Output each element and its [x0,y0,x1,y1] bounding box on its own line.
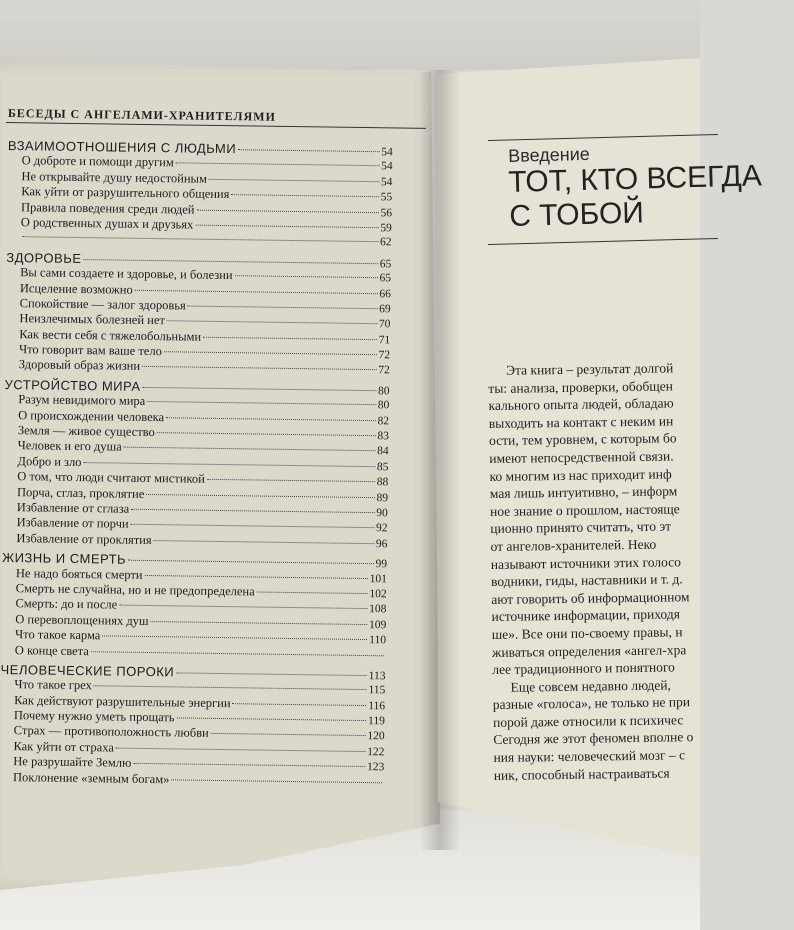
dot-leader [91,651,384,656]
toc-section-heading-page-number: 113 [368,669,386,683]
toc-entry-page-number: 71 [378,333,391,347]
dot-leader [257,591,368,594]
dot-leader [143,387,376,391]
body-line: живаться определения «ангел-хра [491,641,687,660]
toc-entry-page-number: 85 [376,460,389,474]
dot-leader [131,524,375,528]
toc-entry-page-number: 89 [376,491,389,504]
toc-entry-page-number: 54 [381,160,393,173]
toc-entry-title: Добро и зло [17,453,82,469]
body-line: ко многим из нас приходит инф [489,466,672,484]
toc-entry-title: Не открывайте душу недостойным [21,168,208,186]
chapter-title: ТОТ, КТО ВСЕГДА С ТОБОЙ [508,159,763,233]
dot-leader [151,621,367,625]
body-line: разные «голоса», не только не при [492,694,691,713]
body-line: Эта книга – результат долгой [506,360,674,378]
toc-section-heading-title: ЗДОРОВЬЕ [6,249,82,266]
dot-leader [119,605,367,609]
right-page-content [438,0,763,930]
toc-entry-title: Страх — противоположность любви [13,723,209,741]
body-line: ния науки: человеческий мозг – с [493,747,686,766]
toc-entry-page-number: 108 [369,603,387,616]
body-line: ты: анализа, проверки, обобщен [488,378,674,396]
toc-entry-title: Спокойствие — залог здоровья [19,296,186,313]
body-line: называют источники этих голосо [490,553,682,572]
dot-leader [171,779,382,783]
dot-leader [102,635,367,640]
dot-leader [133,763,365,767]
chapter-top-rule [488,134,718,141]
body-line: Сегодня же этот феномен вполне о [493,729,694,748]
toc-entry-page-number: 54 [380,175,393,189]
toc-entry-title: Разум невидимого мира [18,392,146,409]
body-line: ник, способный настраиваться [493,765,670,783]
dot-leader [197,209,379,213]
dot-leader [235,275,378,278]
toc-entry-page-number: 115 [368,684,386,697]
dot-leader [146,494,374,498]
intro-label: Введение [508,143,591,166]
dot-leader [131,509,374,513]
chapter-bottom-rule [488,238,718,245]
body-line: ают говорить об информационном [491,588,690,607]
toc-entry-title: Не надо бояться смерти [15,565,143,582]
body-line: ционно принято считать, что эт [490,518,672,537]
dot-leader [176,672,367,676]
toc-entry-page-number: 69 [379,303,391,316]
toc-entry-page-number: 110 [369,634,387,647]
dot-leader [23,237,378,243]
toc-entry-page-number: 119 [367,715,385,728]
toc-section-heading-title: ЧЕЛОВЕЧЕСКИЕ ПОРОКИ [0,661,175,680]
dot-leader [145,574,368,578]
body-line: от ангелов-хранителей. Неко [490,536,657,554]
toc-entry-title: Правила поведения среди людей [20,199,195,217]
toc-entry-title: Поклонение «земным богам» [12,769,170,786]
dot-leader [176,163,379,167]
dot-leader [154,540,374,544]
dot-leader [157,432,376,436]
toc-entry-title: Что такое карма [14,627,101,643]
toc-trailing-page-page-number: 62 [379,236,392,249]
toc-entry-title: О перевоплощениях душ [15,611,149,628]
toc-entry-page-number: 109 [368,618,387,632]
toc-entry-title: Неизлечимых болезней нет [19,311,165,328]
dot-leader [231,194,378,197]
toc-entry-page-number: 122 [367,745,385,759]
toc-entry-title: Земля — живое существо [17,423,155,440]
dot-leader [124,447,375,452]
body-line: Еще совсем недавно людей, [510,677,671,695]
dot-leader [177,717,367,721]
body-line: ное знание о прошлом, настояще [489,501,680,519]
table-of-contents [0,138,393,794]
body-line: мая лишь интуитивно, – информ [489,483,678,502]
toc-entry-title: Что говорит вам ваше тело [18,342,162,359]
toc-entry-page-number: 65 [379,272,392,285]
dot-leader [188,305,377,309]
toc-section [1,550,387,663]
toc-entry-page-number: 90 [376,507,388,520]
toc-entry-page-number: 123 [366,761,385,774]
toc-section-heading-title: УСТРОЙСТВО МИРА [4,376,141,394]
body-line: выходить на контакт с неким ин [488,413,674,431]
dot-leader [142,366,376,370]
toc-entry-page-number: 72 [378,349,391,362]
toc-entry-title: Избавление от сглаза [16,500,130,516]
toc-entry-title: Что такое грех [14,677,92,693]
body-text [488,358,794,784]
toc-entry-title: Почему нужно уметь прощать [13,708,175,725]
toc-section [0,662,386,790]
dot-leader [147,401,376,405]
body-line: источнике информации, приходя [491,606,681,625]
toc-entry-page-number: 96 [375,537,388,551]
toc-section-heading-title: ВЗАИМООТНОШЕНИЯ С ЛЮДЬМИ [7,138,237,157]
toc-entry-page-number: 66 [379,287,391,300]
toc-entry-title: Вы сами создаете и здоровье, и болезни [20,265,233,283]
dot-leader [94,686,367,691]
toc-entry-page-number: 120 [367,730,385,743]
toc-entry-page-number: 72 [378,364,390,377]
dot-leader [164,351,377,355]
toc-entry-title: Избавление от проклятия [16,530,152,547]
toc-entry-page-number: 82 [377,414,390,427]
dot-leader [166,417,375,421]
dot-leader [238,149,379,152]
toc-section [6,138,392,251]
dot-leader [195,225,378,229]
dot-leader [209,179,379,182]
toc-section [5,250,392,378]
dot-leader [116,747,365,751]
toc-entry-title: Избавление от порчи [16,515,129,532]
toc-section-heading-page-number: 80 [377,385,390,398]
toc-section-heading-page-number: 99 [375,558,388,571]
toc-section-heading-page-number: 65 [379,257,392,271]
dot-leader [233,703,367,706]
toc-entry-page-number: 88 [376,476,389,489]
toc-entry-page-number: 59 [380,222,392,235]
toc-entry-title: О происхождении человека [18,407,165,424]
toc-section-heading-page-number: 54 [381,146,393,159]
toc-entry-page-number: 56 [380,206,393,219]
toc-section-heading-title: ЖИЗНЬ И СМЕРТЬ [2,550,127,567]
toc-entry-page-number: 80 [377,399,390,412]
toc-entry-page-number: 116 [368,699,386,712]
dot-leader [211,733,366,736]
toc-entry-title: Смерть не случайна, но и не предопределена [15,581,255,599]
toc-entry-title: Как действуют разрушительные энергии [14,692,231,710]
toc-entry-page-number: 70 [378,318,391,331]
dot-leader [135,289,378,293]
body-line: водники, гиды, наставники и т. д. [490,571,683,590]
body-line: ше». Все они по-своему правы, н [491,624,683,642]
toc-entry-title: Как уйти от разрушительного общения [21,184,230,202]
running-head: БЕСЕДЫ С АНГЕЛАМИ-ХРАНИТЕЛЯМИ [7,106,276,124]
toc-entry-title: Исцеление возможно [19,280,133,297]
dot-leader [167,321,377,325]
toc-entry-title: О доброте и помощи другим [21,153,174,170]
toc-entry-page-number: 102 [369,588,387,601]
body-line: лее традиционного и понятного [492,659,675,678]
toc-entry-title: О конце света [14,642,89,658]
dot-leader [83,259,377,264]
toc-entry-title: Смерть: до и после [15,596,118,612]
dot-leader [128,560,373,564]
toc-entry-page-number: 84 [377,445,389,458]
toc-entry-title: Не разрушайте Землю [13,754,132,771]
toc-entry-title: Здоровый образ жизни [18,357,141,374]
toc-entry-title: Как вести себя с тяжелобольными [19,326,202,344]
toc-entry-title: Человек и его душа [17,438,122,455]
body-line: кального опыта людей, обладаю [488,395,674,414]
toc-entry-page-number: 83 [377,430,389,443]
toc-entry-title: О родственных душах и друзьях [20,215,194,232]
body-line: ости, тем уровнем, с которым бо [488,430,677,449]
dot-leader [83,462,374,467]
body-line: имеют непосредственной связи. [489,448,674,466]
toc-entry-page-number: 101 [369,572,387,585]
toc-entry-page-number: 92 [375,522,388,535]
toc-entry-title: О том, что люди считают мистикой [17,469,205,486]
body-line: порой даже относили к психичес [492,712,684,730]
toc-entry-title: Как уйти от страха [13,738,115,755]
dot-leader [207,479,375,482]
toc-entry-page-number: 55 [380,191,393,204]
toc-section [2,377,389,552]
toc-entry-title: Порча, сглаз, проклятие [16,484,145,501]
dot-leader [203,336,377,339]
